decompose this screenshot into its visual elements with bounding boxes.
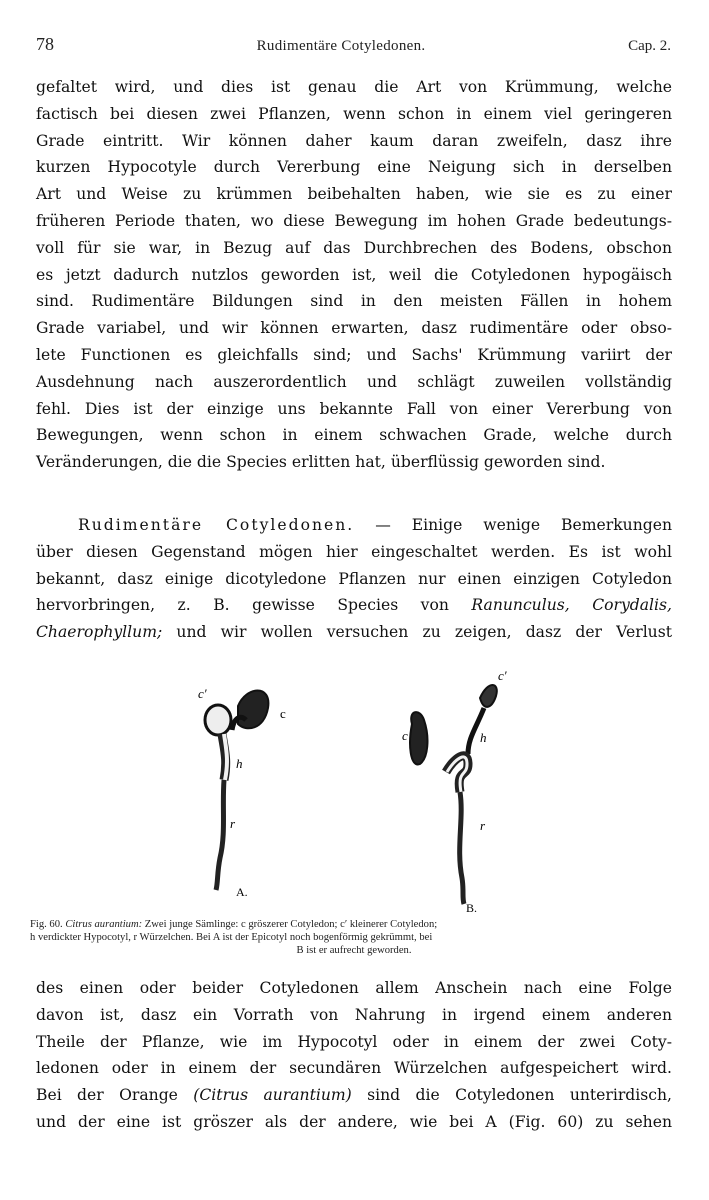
text-line: Art und Weise zu krümmen beibehalten haben, wie sie es zu einer [36, 185, 672, 204]
chapter-label: Cap. 2. [628, 38, 671, 54]
text-fragment: hervorbringen, z. B. gewisse Species von [36, 596, 449, 615]
text-line [36, 619, 672, 646]
species-name: (Citrus aurantium) [193, 1086, 352, 1105]
seedling-b [410, 685, 497, 904]
text-line [36, 1082, 672, 1109]
text-line: Grade variabel, und wir können erwarten, dasz rudimentäre oder obso- [36, 319, 672, 338]
text-line: gefaltet wird, und dies ist genau die Art von Krümmung, welche [36, 78, 672, 96]
figure-caption [30, 918, 678, 957]
label-b-c: c [402, 728, 408, 743]
text-line: Ausdehnung nach auszerordentlich und schlägt zuweilen vollständig [36, 372, 672, 391]
label-a-c-prime: c′ [198, 686, 207, 701]
text-line: Bewegungen, wenn schon in einem schwachen Grade, welche durch [36, 426, 672, 445]
text-line [36, 512, 672, 539]
text-line: lete Functionen es gleichfalls sind; und Sachs' Krümmung variirt der [36, 345, 672, 364]
text-line [36, 592, 672, 619]
label-a-c: c [280, 706, 286, 721]
text-line: bekannt, dasz einige dicotyledone Pflanzen nur einen einzigen Cotyledon [36, 569, 672, 588]
caption-line [30, 918, 678, 931]
text-line: Veränderungen, die die Species erlitten hat, überflüssig geworden sind. [36, 453, 606, 472]
text-line: sind. Rudimentäre Bildungen sind in den meisten Fällen in hohem [36, 292, 672, 311]
small-cotyledon-b [480, 685, 497, 707]
text-fragment: und wir wollen versuchen zu zeigen, dasz der Verlust [162, 623, 672, 642]
text-line: des einen oder beider Cotyledonen allem Anschein nach eine Folge [36, 979, 672, 997]
label-b-h: h [480, 730, 487, 745]
species-name: Chaerophyllum; [36, 623, 163, 642]
label-b-r: r [480, 818, 486, 833]
label-b-c-prime: c′ [498, 668, 507, 683]
text-line: davon ist, dasz ein Vorrath von Nahrung in irgend einem anderen [36, 1005, 672, 1024]
text-line: über diesen Gegenstand mögen hier eingeschaltet werden. Es ist wohl [36, 542, 672, 561]
text-fragment: — Einige wenige Bemerkungen [354, 516, 672, 534]
text-line: ledonen oder in einem der secundären Würzelchen aufgespeichert wird. [36, 1059, 672, 1078]
text-line: voll für sie war, in Bezug auf das Durchbrechen des Bodens, obschon [36, 238, 672, 257]
species-names: Ranunculus, Corydalis, [471, 596, 672, 615]
text-line: Theile der Pflanze, wie im Hypocotyl oder in einem der zwei Coty- [36, 1032, 672, 1051]
label-a-h: h [236, 756, 243, 771]
text-fragment: Bei der Orange [36, 1086, 194, 1105]
large-cotyledon-a [238, 691, 268, 729]
paragraph-3 [36, 975, 672, 1136]
caption-species: Citrus aurantium: [65, 919, 143, 930]
text-line: fehl. Dies ist der einzige uns bekannte Fall von einer Vererbung von [36, 399, 672, 418]
caption-text: Zwei junge Sämlinge: c gröszerer Cotyledon; c′ kleinerer Cotyledon; [142, 919, 438, 930]
large-cotyledon-b [410, 712, 427, 764]
text-line: kurzen Hypocotyle durch Vererbung eine Neigung sich in derselben [36, 158, 672, 177]
seedling-a [205, 691, 268, 891]
radicle-a [216, 780, 224, 890]
label-a-name: A. [236, 885, 248, 899]
text-line: factisch bei diesen zwei Pflanzen, wenn schon in einem viel geringeren [36, 104, 672, 123]
page-number: 78 [36, 34, 54, 54]
running-title: Rudimentäre Cotyledonen. [256, 38, 426, 54]
radicle-b [460, 792, 464, 904]
text-line: und der eine ist gröszer als der andere, wie bei A (Fig. 60) zu sehen [36, 1112, 672, 1131]
label-b-name: B. [466, 901, 478, 915]
section-heading: Rudimentäre Cotyledonen. [78, 516, 355, 534]
caption-line: h verdickter Hypocotyl, r Würzelchen. Bei A ist der Epicotyl noch bogenförmig gekrümmt, bei [30, 932, 433, 943]
paragraph-2 [36, 512, 672, 646]
small-cotyledon-a [205, 705, 231, 735]
text-line: es jetzt dadurch nutzlos geworden ist, weil die Cotyledonen hypogäisch [36, 265, 672, 284]
text-line: Grade eintritt. Wir können daher kaum daran zweifeln, dasz ihre [36, 131, 672, 150]
caption-fig-label: Fig. 60. [30, 919, 63, 930]
figure-60 [150, 668, 550, 916]
label-a-r: r [230, 816, 236, 831]
caption-line: B ist er aufrecht geworden. [296, 945, 412, 956]
text-fragment: sind die Cotyledonen unterirdisch, [351, 1086, 673, 1105]
text-line: früheren Periode thaten, wo diese Bewegung im hohen Grade bedeutungs- [36, 211, 672, 230]
paragraph-1 [36, 74, 672, 476]
seedling-illustration [150, 668, 550, 916]
page-header [36, 34, 671, 60]
